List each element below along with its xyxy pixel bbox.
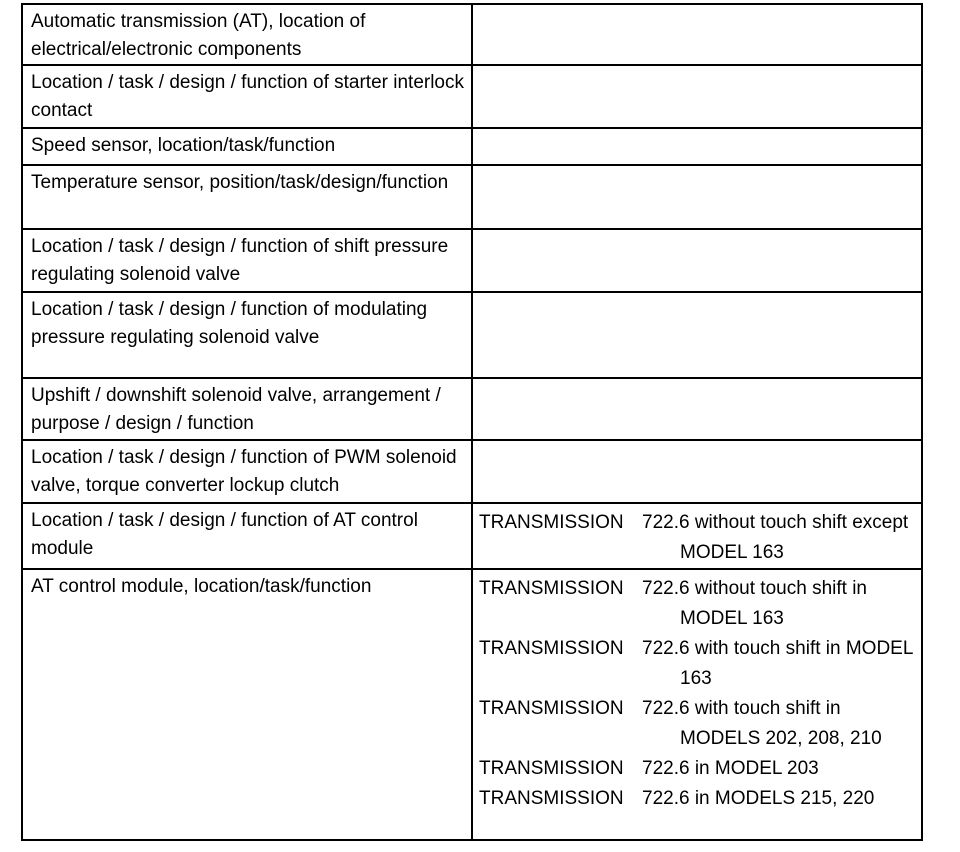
table-row: [22, 292, 922, 378]
reference-cell: [472, 440, 922, 503]
reference-entry: [473, 574, 921, 634]
reference-entry: [473, 754, 921, 784]
document-table: [21, 3, 923, 841]
topic-text: Upshift / downshift solenoid valve, arrangement / purpose / design / function: [31, 385, 441, 434]
entry-label: TRANSMISSION: [479, 578, 624, 599]
topic-text: Location / task / design / function of modulating pressure regulating solenoid valve: [31, 299, 428, 348]
table-row: [22, 4, 922, 65]
table-row: [22, 128, 922, 165]
reference-cell: [472, 229, 922, 292]
entry-detail: 722.6 in MODEL 203: [642, 758, 819, 779]
topic-cell: [22, 440, 472, 503]
topic-cell: [22, 378, 472, 440]
entry-detail: 722.6 in MODELS 215, 220: [642, 788, 875, 809]
topic-text: Location / task / design / function of AT control module: [31, 510, 418, 559]
topic-cell: [22, 165, 472, 229]
reference-entry: [473, 694, 921, 754]
topic-cell: [22, 4, 472, 65]
entry-detail: 722.6 with touch shift in MODEL 163: [642, 638, 913, 689]
reference-entry: [473, 634, 921, 694]
table-row: [22, 440, 922, 503]
table-row: [22, 378, 922, 440]
reference-cell: [472, 569, 922, 840]
topic-text: AT control module, location/task/function: [31, 576, 372, 597]
topic-text: Automatic transmission (AT), location of electrical/electronic components: [31, 11, 366, 60]
topic-text: Temperature sensor, position/task/design/function: [31, 172, 449, 193]
topic-text: Location / task / design / function of shift pressure regulating solenoid valve: [31, 236, 449, 285]
reference-entry: [473, 508, 921, 568]
entry-label: TRANSMISSION: [479, 512, 624, 533]
reference-cell: [472, 292, 922, 378]
reference-entry: [473, 784, 921, 814]
topic-text: Location / task / design / function of starter interlock contact: [31, 72, 465, 121]
entry-detail: 722.6 with touch shift in MODELS 202, 208, 210: [642, 698, 882, 749]
reference-cell: [472, 4, 922, 65]
entry-label: TRANSMISSION: [479, 638, 624, 659]
entry-detail: 722.6 without touch shift in MODEL 163: [642, 578, 867, 629]
topic-cell: [22, 229, 472, 292]
table-row: [22, 503, 922, 569]
entry-label: TRANSMISSION: [479, 758, 624, 779]
table-row: [22, 65, 922, 128]
topic-text: Location / task / design / function of PWM solenoid valve, torque converter lockup clutch: [31, 447, 457, 496]
entry-detail: 722.6 without touch shift except MODEL 163: [642, 512, 909, 563]
table-row: [22, 229, 922, 292]
table-row: [22, 569, 922, 840]
reference-cell: [472, 165, 922, 229]
entry-label: TRANSMISSION: [479, 788, 624, 809]
topic-cell: [22, 292, 472, 378]
reference-cell: [472, 503, 922, 569]
topic-text: Speed sensor, location/task/function: [31, 135, 336, 156]
reference-cell: [472, 128, 922, 165]
topic-cell: [22, 503, 472, 569]
topic-cell: [22, 569, 472, 840]
topic-cell: [22, 65, 472, 128]
table-row: [22, 165, 922, 229]
reference-cell: [472, 378, 922, 440]
entry-label: TRANSMISSION: [479, 698, 624, 719]
reference-cell: [472, 65, 922, 128]
topic-cell: [22, 128, 472, 165]
